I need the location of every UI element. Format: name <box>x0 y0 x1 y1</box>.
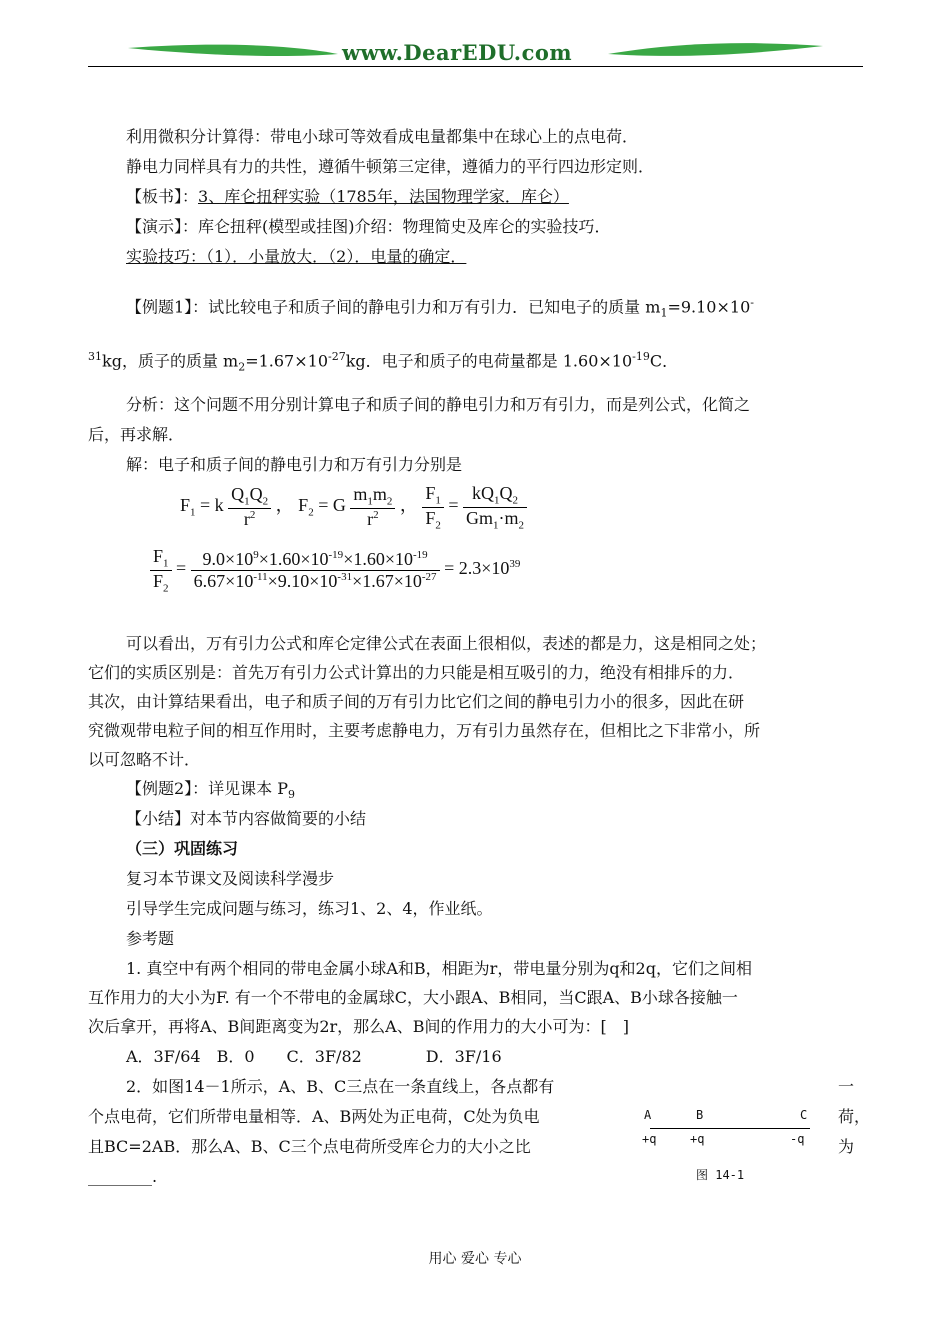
charge-c-label: -q <box>790 1132 805 1146</box>
point-a-label: A <box>644 1108 652 1122</box>
f2: $F_2$ <box>298 495 314 519</box>
footer-text: 用心 爱心 专心 <box>428 1251 522 1267</box>
technique-line: 实验技巧：（1）．小量放大．（2）．电量的确定． <box>126 247 467 266</box>
question1-line1: 1. 真空中有两个相同的带电金属小球A和B，相距为r，带电量分别为q和2q，它们之间相 <box>126 959 752 978</box>
comma: ， <box>399 495 418 516</box>
example2-line: 【例题2】：详见课本 $P_9$ <box>126 779 296 802</box>
eq-k: = k <box>200 495 224 516</box>
example1-line1 <box>126 292 754 325</box>
question1-options: A．3F/64 B．0 C．3F/82 D．3F/16 <box>126 1047 502 1066</box>
example1-text: 【例题1】：试比较电子和质子间的静电引力和万有引力．已知电子的质量 m <box>126 297 661 317</box>
sub-1: 1 <box>660 306 668 320</box>
reference-heading: 参考题 <box>126 929 175 948</box>
paragraph-line: 其次，由计算结果看出，电子和质子间的万有引力比它们之间的静电引力小的很多，因此在研 <box>88 692 745 711</box>
question2-tail2: 荷， <box>838 1107 871 1126</box>
section-heading: （三）巩固练习 <box>126 839 239 858</box>
text-line: 静电力同样具有力的共性，遵循牛顿第三定律，遵循力的平行四边形定则． <box>126 157 655 176</box>
formula-row-1 <box>180 483 527 531</box>
eq-g: = G <box>318 495 346 516</box>
equals: = <box>176 558 187 579</box>
right-leaf-swoosh <box>608 43 823 56</box>
question2-line3: 且BC=2AB．那么A、B、C三个点电荷所受库仑力的大小之比 <box>88 1137 531 1156</box>
question2-line1: 2．如图14－1所示，A、B、C三点在一条直线上，各点都有 <box>126 1077 555 1096</box>
numeric-fraction: $\frac{9.0\times 10^9\times 1.60\times 10^{-19}\times 1.60\times 10^{-19}}{6.67\times 10^{-11}\times 9.10\times 10^{-31}\times 1.67\times 10^{-27}}$ <box>191 549 440 592</box>
point-b-label: B <box>696 1108 704 1122</box>
paragraph-line: 可以看出，万有引力公式和库仑定律公式在表面上很相似，表述的都是力，这是相同之处； <box>126 634 767 653</box>
paragraph-line: 究微观带电粒子间的相互作用时，主要考虑静电力，万有引力虽然存在，但相比之下非常小，所 <box>88 721 761 740</box>
left-leaf-swoosh <box>128 45 338 56</box>
result-exp: 39 <box>509 558 521 571</box>
header-divider <box>88 66 863 67</box>
ratio-fraction: $\frac{F_1}{F_2}$ <box>422 483 444 531</box>
demo-line: 【演示】：库仑扭秤(模型或挂图)介绍：物理简史及库仑的实验技巧． <box>126 217 611 236</box>
point-c-label: C <box>800 1108 808 1122</box>
board-line <box>126 186 569 208</box>
charge-line <box>650 1128 810 1129</box>
figure-caption: 图 14-1 <box>696 1168 745 1182</box>
guide-line: 引导学生完成问题与练习，练习1、2、4，作业纸。 <box>126 899 493 918</box>
sup-27: -27 <box>328 350 346 363</box>
question2-line2: 个点电荷，它们所带电量相等．A、B两处为正电荷，C处为负电 <box>88 1107 540 1126</box>
site-logo[interactable]: www.DearEDU.com <box>342 40 573 65</box>
paragraph-line: 它们的实质区别是：首先万有引力公式计算出的力只能是相互吸引的力，绝没有相排斥的力． <box>88 663 745 682</box>
question1-line2: 互作用力的大小为F. 有一个不带电的金属球C，大小跟A、B相同，当C跟A、B小球各接触一 <box>88 988 738 1007</box>
question2-tail1: 一 <box>838 1077 855 1096</box>
charge-unit: C． <box>649 351 679 371</box>
charge-text: kg．电子和质子的电荷量都是 1.60×10 <box>345 351 633 371</box>
answer-blank: ________. <box>88 1167 158 1186</box>
comma: ， <box>275 495 294 516</box>
board-label: 【板书】： <box>126 187 199 206</box>
equals: = <box>448 495 459 516</box>
analysis-line1: 分析：这个问题不用分别计算电子和质子间的静电引力和万有引力，而是列公式，化简之 <box>126 395 751 414</box>
board-content: 3、库仑扭秤实验（1785年，法国物理学家．库仑） <box>198 187 569 206</box>
summary-line: 【小结】对本节内容做简要的小结 <box>126 809 367 828</box>
sup-19: -19 <box>632 350 650 363</box>
analysis-line2: 后，再求解． <box>88 425 185 444</box>
ratio-expression: $\frac{kQ_1Q_2}{Gm_1\cdot m_2}$ <box>463 483 527 531</box>
solution-line: 解：电子和质子间的静电引力和万有引力分别是 <box>126 455 463 474</box>
proton-mass-value: =1.67×10 <box>245 351 328 371</box>
text-line: 利用微积分计算得：带电小球可等效看成电量都集中在球心上的点电荷． <box>126 127 639 146</box>
charge-a-label: +q <box>642 1132 657 1146</box>
f1: $F_1$ <box>180 495 196 519</box>
review-line: 复习本节课文及阅读科学漫步 <box>126 869 335 888</box>
question2-tail3: 为 <box>838 1137 855 1156</box>
gravity-fraction: $\frac{m_1m_2}{r^2}$ <box>350 484 395 530</box>
ratio-lhs: $\frac{F_1}{F_2}$ <box>150 546 172 594</box>
coulomb-fraction: $\frac{Q_1Q_2}{r^2}$ <box>228 484 271 530</box>
question1-line3: 次后拿开，再将A、B间距离变为2r，那么A、B间的作用力的大小可为：[ ] <box>88 1017 629 1036</box>
sub-2: 2 <box>238 360 246 374</box>
example1-mass: =9.10×10 <box>667 297 751 317</box>
sup-minus: - <box>750 296 754 309</box>
result: = 2.3×10 <box>444 558 510 579</box>
sup-31: 31 <box>88 350 102 363</box>
proton-mass-label: kg，质子的质量 m <box>102 351 239 371</box>
example1-line2 <box>88 346 678 379</box>
figure-14-1 <box>640 1100 820 1190</box>
formula-row-2 <box>150 546 520 594</box>
paragraph-line: 以可忽略不计． <box>88 750 201 769</box>
charge-b-label: +q <box>690 1132 705 1146</box>
